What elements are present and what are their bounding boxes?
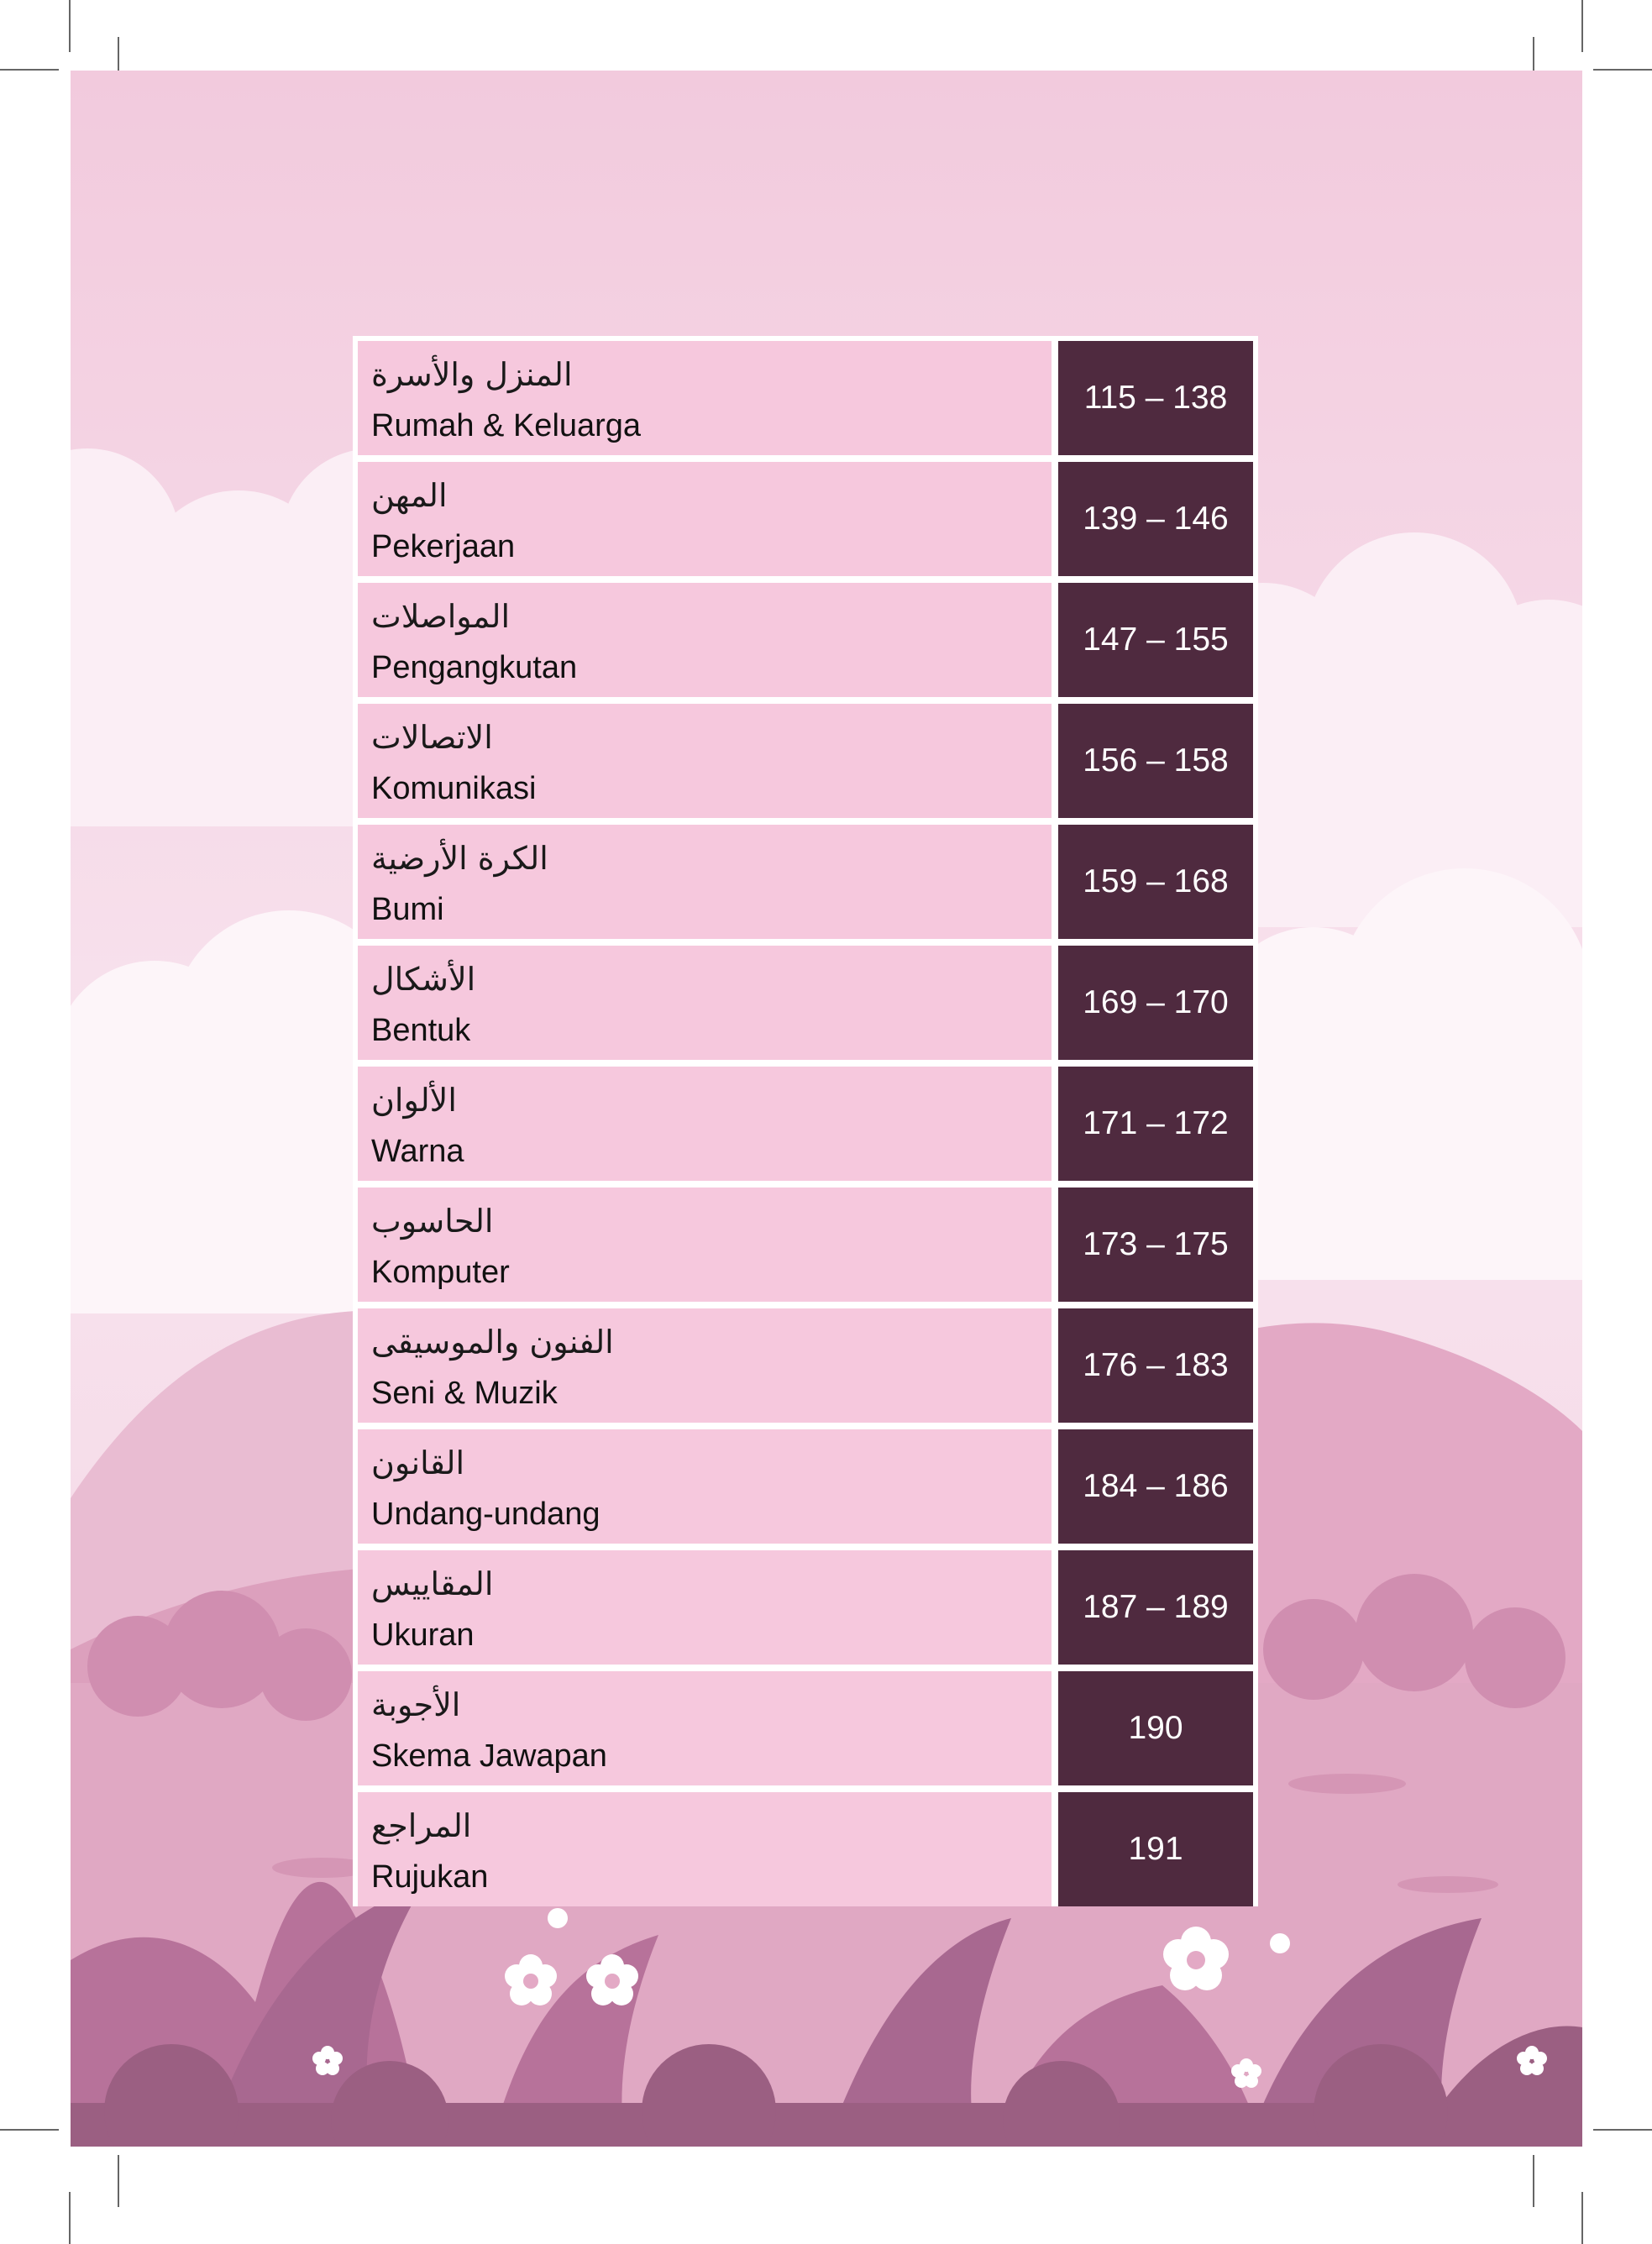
crop-mark	[1581, 2192, 1583, 2244]
toc-row	[358, 1792, 1253, 1906]
toc-page-range: 159 – 168	[1058, 825, 1253, 939]
toc-row	[358, 462, 1253, 576]
cell-divider	[1052, 341, 1058, 455]
cell-divider	[1052, 1429, 1058, 1544]
toc-malay-title: Warna	[371, 1134, 464, 1169]
toc-page-range: 187 – 189	[1058, 1550, 1253, 1665]
cell-divider	[1052, 1067, 1058, 1181]
toc-malay-title: Rumah & Keluarga	[371, 408, 642, 443]
toc-page-range: 139 – 146	[1058, 462, 1253, 576]
toc-malay-title: Pengangkutan	[371, 650, 578, 685]
cell-divider	[1052, 1188, 1058, 1302]
toc-row	[358, 341, 1253, 455]
toc-arabic-title: الفنون والموسيقى	[371, 1324, 614, 1361]
crop-mark	[69, 2192, 71, 2244]
toc-row	[358, 1188, 1253, 1302]
toc-row	[358, 1067, 1253, 1181]
toc-page-range: 171 – 172	[1058, 1067, 1253, 1181]
cell-divider	[1052, 704, 1058, 818]
toc-title-cell	[358, 1067, 1052, 1181]
toc-title-cell	[358, 825, 1052, 939]
crop-mark	[118, 2155, 119, 2207]
toc-title-cell	[358, 341, 1052, 455]
toc-malay-title: Ukuran	[371, 1617, 475, 1653]
toc-arabic-title: المراجع	[371, 1807, 472, 1844]
toc-arabic-title: الاتصالات	[371, 719, 493, 756]
toc-row	[358, 825, 1253, 939]
toc-page-range: 184 – 186	[1058, 1429, 1253, 1544]
toc-arabic-title: المواصلات	[371, 598, 511, 635]
toc-malay-title: Komputer	[371, 1255, 510, 1290]
toc-page-range: 147 – 155	[1058, 583, 1253, 697]
toc-page-range: 115 – 138	[1058, 341, 1253, 455]
toc-title-cell	[358, 1671, 1052, 1785]
toc-title-cell	[358, 1429, 1052, 1544]
toc-page-range: 191	[1058, 1792, 1253, 1906]
toc-page-range: 169 – 170	[1058, 946, 1253, 1060]
toc-title-cell	[358, 1792, 1052, 1906]
toc-title-cell	[358, 1188, 1052, 1302]
toc-page-range: 156 – 158	[1058, 704, 1253, 818]
crop-mark	[0, 69, 59, 71]
toc-row	[358, 704, 1253, 818]
toc-title-cell	[358, 1308, 1052, 1423]
toc-malay-title: Komunikasi	[371, 771, 537, 806]
toc-row	[358, 1550, 1253, 1665]
toc-arabic-title: القانون	[371, 1444, 465, 1481]
crop-mark	[1593, 69, 1652, 71]
toc-malay-title: Skema Jawapan	[371, 1738, 607, 1774]
toc-title-cell	[358, 946, 1052, 1060]
toc-arabic-title: المنزل والأسرة	[371, 356, 573, 393]
crop-mark	[0, 2129, 59, 2131]
toc-malay-title: Bentuk	[371, 1013, 471, 1048]
toc-malay-title: Pekerjaan	[371, 529, 516, 564]
toc-arabic-title: الأجوبة	[371, 1686, 461, 1723]
toc-row	[358, 1671, 1253, 1785]
toc-row	[358, 1308, 1253, 1423]
toc-title-cell	[358, 583, 1052, 697]
toc-malay-title: Rujukan	[371, 1859, 489, 1895]
toc-title-cell	[358, 462, 1052, 576]
cell-divider	[1052, 1308, 1058, 1423]
toc-malay-title: Bumi	[371, 892, 444, 927]
crop-mark	[1533, 2155, 1534, 2207]
toc-title-cell	[358, 1550, 1052, 1665]
cell-divider	[1052, 825, 1058, 939]
crop-mark	[1593, 2129, 1652, 2131]
toc-malay-title: Seni & Muzik	[371, 1376, 558, 1411]
toc-page-range: 176 – 183	[1058, 1308, 1253, 1423]
toc-title-cell	[358, 704, 1052, 818]
table-of-contents	[353, 336, 1258, 1906]
cell-divider	[1052, 1671, 1058, 1785]
cell-divider	[1052, 1550, 1058, 1665]
toc-page-range: 190	[1058, 1671, 1253, 1785]
cell-divider	[1052, 946, 1058, 1060]
crop-mark	[69, 0, 71, 52]
toc-arabic-title: المهن	[371, 477, 448, 514]
toc-row	[358, 583, 1253, 697]
toc-arabic-title: الأشكال	[371, 961, 476, 998]
toc-page-range: 173 – 175	[1058, 1188, 1253, 1302]
cell-divider	[1052, 583, 1058, 697]
cell-divider	[1052, 1792, 1058, 1906]
toc-arabic-title: المقاييس	[371, 1565, 494, 1602]
toc-row	[358, 946, 1253, 1060]
toc-arabic-title: الألوان	[371, 1082, 457, 1119]
crop-mark	[1581, 0, 1583, 52]
toc-row	[358, 1429, 1253, 1544]
toc-arabic-title: الحاسوب	[371, 1203, 494, 1240]
toc-malay-title: Undang-undang	[371, 1497, 600, 1532]
cell-divider	[1052, 462, 1058, 576]
toc-arabic-title: الكرة الأرضية	[371, 840, 548, 877]
